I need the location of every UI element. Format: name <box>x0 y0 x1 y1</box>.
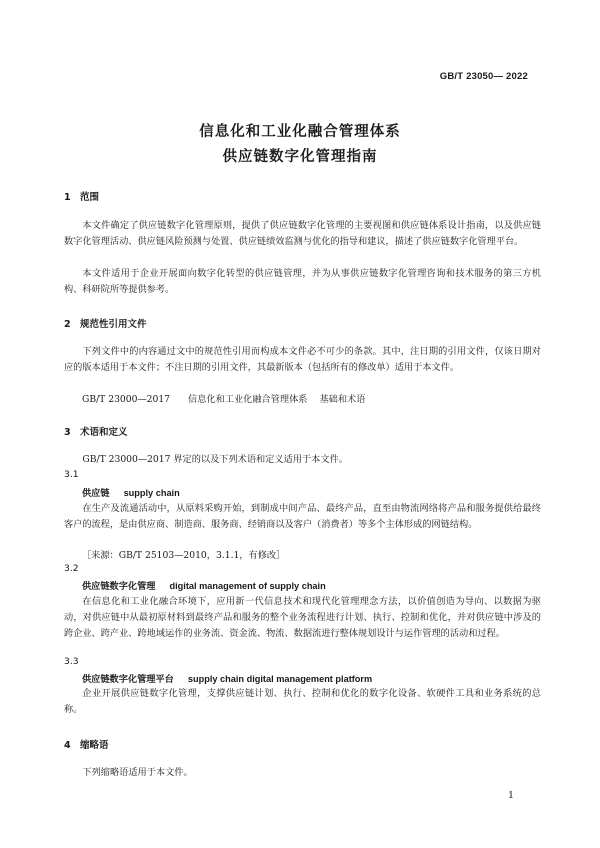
section-number: 2 <box>64 319 71 330</box>
section-number: 4 <box>64 740 71 751</box>
section-title: 规范性引用文件 <box>80 319 147 330</box>
section-3-intro: GB/T 23000—2017 界定的以及下列术语和定义适用于本文件。 <box>82 454 348 465</box>
section-title: 缩略语 <box>80 740 109 751</box>
section-1-paragraph-1: 本文件确定了供应链数字化管理原则，提供了供应链数字化管理的主要视图和供应链体系设计指南，以及供应链数字化管理活动、供应链风险预测与处置、供应链绩效监测与优化的指导和建议，描述了供应链数字化管理平台。 <box>64 220 541 247</box>
reference-subtitle: 基础和术语 <box>319 394 366 405</box>
term-3-2-heading <box>82 578 326 592</box>
section-3-heading <box>64 424 128 438</box>
term-3-3-definition: 企业开展供应链数字化管理，支撑供应链计划、执行、控制和优化的数字化设备、软硬件工具和业务系统的总称。 <box>64 688 541 715</box>
reference-code: GB/T 23000—2017 <box>82 394 171 405</box>
term-name-en: digital management of supply chain <box>169 581 326 591</box>
term-3-1-heading <box>82 485 180 499</box>
term-name-zh: 供应链数字化管理平台 <box>82 674 174 685</box>
term-3-2-number: 3.2 <box>64 563 79 574</box>
term-3-1-number: 3.1 <box>64 469 79 480</box>
term-name-en: supply chain <box>123 488 180 498</box>
document-title-line1: 信息化和工业化融合管理体系 <box>199 124 401 140</box>
normative-reference <box>82 391 365 405</box>
section-4-paragraph-1: 下列缩略语适用于本文件。 <box>82 767 193 778</box>
section-title: 术语和定义 <box>80 427 128 438</box>
term-3-1-source: ［来源：GB/T 25103—2010，3.1.1，有修改］ <box>82 550 286 561</box>
term-name-zh: 供应链 <box>82 488 110 499</box>
section-number: 3 <box>64 427 71 438</box>
section-title: 范围 <box>80 192 100 203</box>
section-4-heading <box>64 737 109 751</box>
standard-code: GB/T 23050— 2022 <box>439 71 528 82</box>
term-3-2-definition: 在信息化和工业化融合环境下，应用新一代信息技术和现代化管理理念方法，以价值创造为导向、以数据为驱动，对供应链中从最初原材料到最终产品和服务的整个业务流程进行计划、执行、控制和优化，并对供应链中涉及的跨企业、跨产业、跨地域运作的业务流、资金流、物流、数据流进行整体规划设计与运作管理的活动和过程。 <box>64 596 541 639</box>
term-name-en: supply chain digital management platform <box>187 674 373 684</box>
page-number: 1 <box>507 790 514 801</box>
term-name-zh: 供应链数字化管理 <box>82 581 156 592</box>
term-3-1-definition: 在生产及流通活动中，从原料采购开始，到制成中间产品、最终产品，直至由物流网络将产品和服务提供给最终客户的流程，是由供应商、制造商、服务商、经销商以及客户（消费者）等多个主体形成的网链结构。 <box>64 503 541 530</box>
term-3-3-heading <box>82 671 372 685</box>
section-2-paragraph-1: 下列文件中的内容通过文中的规范性引用而构成本文件必不可少的条款。其中，注日期的引用文件，仅该日期对应的版本适用于本文件；不注日期的引用文件，其最新版本（包括所有的修改单）适用于本文件。 <box>64 346 541 373</box>
section-2-heading <box>64 316 147 330</box>
section-1-paragraph-2: 本文件适用于企业开展面向数字化转型的供应链管理，并为从事供应链数字化管理咨询和技术服务的第三方机构、科研院所等提供参考。 <box>64 268 541 295</box>
term-3-3-number: 3.3 <box>64 656 79 667</box>
document-title-line2: 供应链数字化管理指南 <box>222 149 378 165</box>
reference-title: 信息化和工业化融合管理体系 <box>188 394 308 405</box>
section-1-heading <box>64 189 99 203</box>
section-number: 1 <box>64 192 71 203</box>
